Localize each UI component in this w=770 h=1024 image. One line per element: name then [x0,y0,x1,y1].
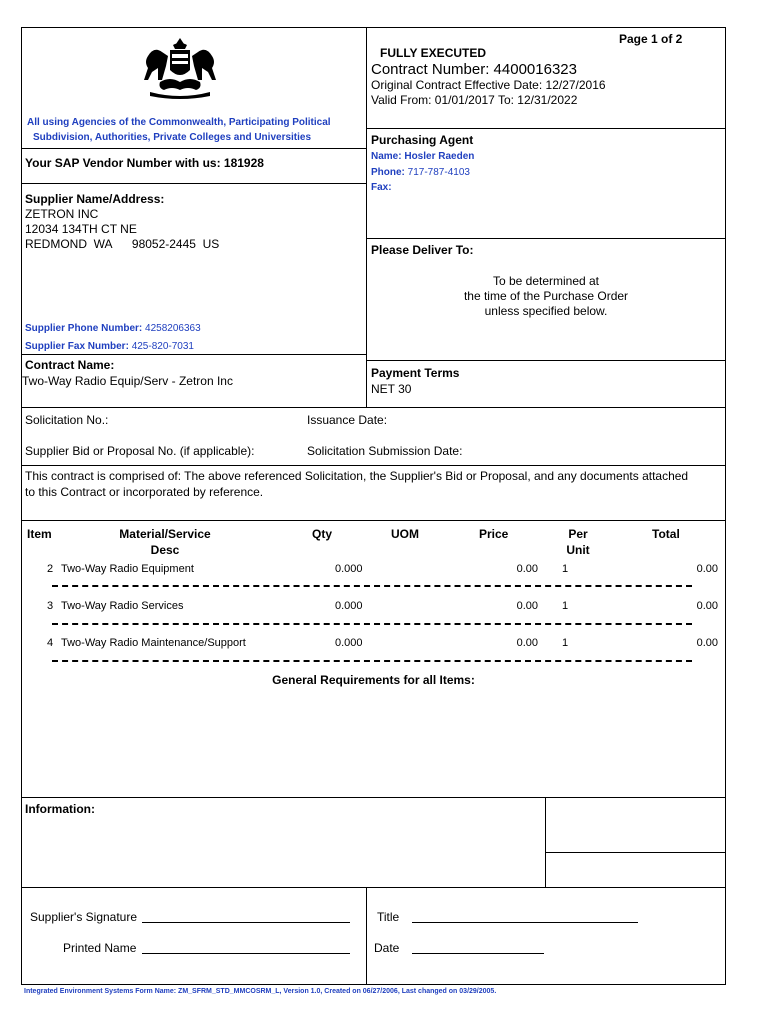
col-header-desc-line1: Material/Service [119,527,211,541]
supplier-fax [25,341,194,353]
divider-table-top [21,520,726,521]
printed-name-label: Printed Name [63,941,137,955]
row-total: 0.00 [696,563,718,575]
general-requirements-heading: General Requirements for all Items: [272,673,475,687]
status-label: FULLY EXECUTED [380,46,487,60]
divider-deliver-top [366,238,726,239]
original-effective-date: Original Contract Effective Date: 12/27/2016 [371,78,606,92]
page-label: Page 1 of 2 [619,32,683,46]
signature-divider [366,887,367,985]
supplier-phone [25,323,201,335]
contract-name-value: Two-Way Radio Equip/Serv - Zetron Inc [22,374,233,388]
col-header-item: Item [27,527,52,541]
col-header-qty: Qty [312,527,333,541]
payment-terms-value: NET 30 [371,382,412,396]
col-header-per: Per [568,527,588,541]
row-desc: Two-Way Radio Services [61,600,184,612]
row-per: 1 [562,563,569,575]
comprised-line-2: to this Contract or incorporated by reference. [25,485,264,499]
supplier-name: ZETRON INC [25,207,99,221]
supplier-signature-label: Supplier's Signature [30,910,138,924]
row-separator [52,623,692,625]
valid-date-range: Valid From: 01/01/2017 To: 12/31/2022 [371,93,578,107]
row-price: 0.00 [516,563,538,575]
deliver-line-3: unless specified below. [484,304,608,318]
supplier-heading: Supplier Name/Address: [25,192,165,206]
information-heading: Information: [25,802,95,816]
divider-agent-top [366,128,726,129]
frame-right [725,27,726,985]
issuance-date: Issuance Date: [307,413,388,427]
row-separator [52,660,692,662]
divider-solicitation [21,407,726,408]
deliver-line-1: To be determined at [492,274,600,288]
supplier-signature-line[interactable] [142,922,350,923]
title-line[interactable] [412,922,638,923]
divider-info-top [21,797,726,798]
row-item: 3 [47,600,54,612]
info-box-mid [545,852,726,853]
divider-comprised [21,465,726,466]
divider-contract-name [21,354,367,355]
frame-bottom [21,984,726,985]
row-qty: 0.000 [335,637,363,649]
vendor-number: Your SAP Vendor Number with us: 181928 [25,156,264,170]
supplier-fax-value: 425-820-7031 [131,341,194,352]
row-total: 0.00 [696,637,718,649]
divider-vendor-bottom [21,183,367,184]
contract-name-heading: Contract Name: [25,358,115,372]
agencies-line-2: Subdivision, Authorities, Private Colleges and Universities [33,132,312,143]
row-price: 0.00 [516,600,538,612]
supplier-fax-label: Supplier Fax Number: [25,341,129,352]
phone-label: Phone: [371,167,405,178]
date-label: Date [374,941,400,955]
row-desc: Two-Way Radio Equipment [61,563,194,575]
col-header-unit: Unit [566,542,590,557]
form-footer: Integrated Environment Systems Form Name: ZM_SFRM_STD_MMCOSRM_L, Version 1.0, Created on 06/27/2006, Last changed on 03/29/2005. [24,988,497,995]
bid-proposal-number: Supplier Bid or Proposal No. (if applicable): [25,444,255,458]
col-header-per-unit [556,528,600,558]
submission-date: Solicitation Submission Date: [307,444,463,458]
divider-payment [366,360,726,361]
purchasing-agent-name: Name: Hosler Raeden [371,151,475,162]
header-divider [366,27,367,408]
date-line[interactable] [412,953,544,954]
supplier-city: REDMOND WA 98052-2445 US [25,237,220,251]
phone-value: 717-787-4103 [407,167,470,178]
comprised-line-1: This contract is comprised of: The above referenced Solicitation, the Supplier's Bid or Proposal, and any documents attached [25,469,689,483]
row-per: 1 [562,637,569,649]
col-header-desc [100,528,230,558]
purchasing-agent-phone [371,167,470,179]
row-qty: 0.000 [335,600,363,612]
row-item: 2 [47,563,54,575]
frame-left [21,27,22,985]
coat-of-arms-seal [140,36,220,100]
printed-name-line[interactable] [142,953,350,954]
row-item: 4 [47,637,54,649]
info-box-divider [545,797,546,887]
purchasing-agent-heading: Purchasing Agent [371,133,474,147]
row-price: 0.00 [516,637,538,649]
col-header-price: Price [479,527,509,541]
col-header-uom: UOM [391,527,419,541]
col-header-total: Total [652,527,680,541]
supplier-phone-label: Supplier Phone Number: [25,323,143,334]
divider-vendor-top [21,148,367,149]
solicitation-number: Solicitation No.: [25,413,109,427]
row-separator [52,585,692,587]
row-per: 1 [562,600,569,612]
purchasing-agent-fax: Fax: [371,182,392,193]
col-header-desc-line2: Desc [150,542,180,557]
deliver-heading: Please Deliver To: [371,243,474,257]
contract-number: Contract Number: 4400016323 [371,61,577,78]
supplier-phone-value: 4258206363 [145,323,201,334]
row-qty: 0.000 [335,563,363,575]
agencies-line-1: All using Agencies of the Commonwealth, Participating Political [27,117,331,128]
payment-terms-heading: Payment Terms [371,366,460,380]
title-label: Title [377,910,400,924]
divider-signature-top [21,887,726,888]
supplier-street: 12034 134TH CT NE [25,222,137,236]
deliver-line-2: the time of the Purchase Order [463,289,629,303]
row-total: 0.00 [696,600,718,612]
frame-top [21,27,726,28]
row-desc: Two-Way Radio Maintenance/Support [61,637,246,649]
